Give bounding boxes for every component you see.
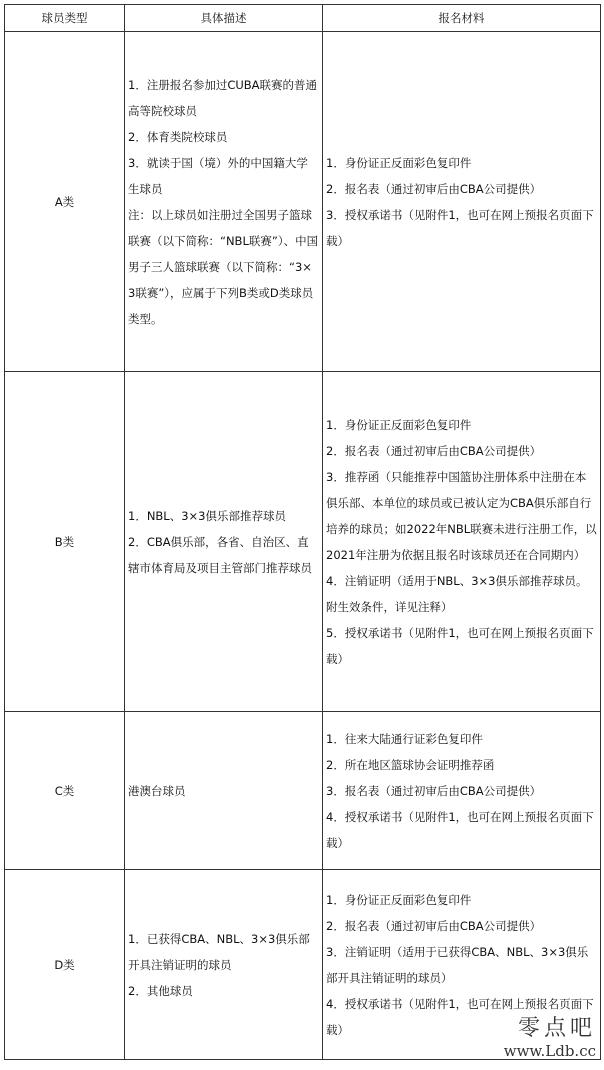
- table-row: [5, 372, 601, 712]
- materials-cell-line: 1．身份证正反面彩色复印件: [326, 155, 472, 170]
- description-cell-line: 港澳台球员: [128, 783, 186, 798]
- materials-cell-line: 3．授权承诺书（见附件1，也可在网上预报名页面下载）: [326, 207, 594, 248]
- player-type-cell: B类: [5, 372, 125, 712]
- table-header-row: [5, 5, 601, 32]
- description-cell-line: 2．其他球员: [128, 983, 193, 998]
- description-cell-line: 1．已获得CBA、NBL、3×3俱乐部开具注销证明的球员: [128, 931, 310, 972]
- materials-cell-line: 4．授权承诺书（见附件1，也可在网上预报名页面下载）: [326, 996, 594, 1037]
- materials-cell-line: 3．注销证明（适用于已获得CBA、NBL、3×3俱乐部开具注销证明的球员）: [326, 944, 589, 985]
- materials-cell: [323, 712, 601, 870]
- materials-cell-line: 2．报名表（通过初审后由CBA公司提供）: [326, 181, 542, 196]
- materials-cell-line: 1．往来大陆通行证彩色复印件: [326, 731, 483, 746]
- description-cell: [125, 870, 323, 1060]
- materials-cell-line: 5．授权承诺书（见附件1，也可在网上预报名页面下载）: [326, 625, 594, 666]
- description-cell-line: 1．NBL、3×3俱乐部推荐球员: [128, 508, 286, 523]
- materials-cell-line: 4．注销证明（适用于NBL、3×3俱乐部推荐球员。附生效条件，详见注释）: [326, 573, 588, 614]
- materials-cell-line: 2．所在地区篮球协会证明推荐函: [326, 757, 495, 772]
- table-row: [5, 870, 601, 1060]
- description-cell-line: 注：以上球员如注册过全国男子篮球联赛（以下简称：“NBL联赛”）、中国男子三人篮球联赛（以下简称：“3×3联赛”），应属于下列B类或D类球员类型。: [128, 207, 319, 326]
- player-type-cell: A类: [5, 32, 125, 372]
- materials-cell-line: 1．身份证正反面彩色复印件: [326, 892, 472, 907]
- header-materials: 报名材料: [323, 5, 601, 32]
- player-registration-table: [4, 4, 601, 1060]
- materials-cell-line: 1．身份证正反面彩色复印件: [326, 417, 472, 432]
- description-cell-line: 3．就读于国（境）外的中国籍大学生球员: [128, 155, 308, 196]
- table-row: [5, 712, 601, 870]
- description-cell-line: 2．体育类院校球员: [128, 129, 228, 144]
- description-cell-line: 1．注册报名参加过CUBA联赛的普通高等院校球员: [128, 77, 318, 118]
- materials-cell-line: 3．推荐函（只能推荐中国篮协注册体系中注册在本俱乐部、本单位的球员或已被认定为CBA俱乐部自行培养的球员；如2022年NBL联赛未进行注册工作，以2021年注册为依据且报名时该球员还在合同期内）: [326, 469, 597, 562]
- header-player-type: 球员类型: [5, 5, 125, 32]
- table-row: [5, 32, 601, 372]
- player-type-cell: C类: [5, 712, 125, 870]
- materials-cell-line: 2．报名表（通过初审后由CBA公司提供）: [326, 918, 542, 933]
- watermark-name: 零点吧: [517, 1016, 596, 1041]
- materials-cell-line: 2．报名表（通过初审后由CBA公司提供）: [326, 443, 542, 458]
- materials-cell: [323, 32, 601, 372]
- header-description: 具体描述: [125, 5, 323, 32]
- materials-cell-line: 4．授权承诺书（见附件1，也可在网上预报名页面下载）: [326, 809, 594, 850]
- materials-cell-line: 3．报名表（通过初审后由CBA公司提供）: [326, 783, 542, 798]
- materials-cell: [323, 372, 601, 712]
- description-cell-line: 2．CBA俱乐部，各省、自治区、直辖市体育局及项目主管部门推荐球员: [128, 534, 312, 575]
- watermark-url: www.Ldb.cc: [503, 1042, 596, 1060]
- description-cell: [125, 32, 323, 372]
- player-type-cell: D类: [5, 870, 125, 1060]
- description-cell: [125, 712, 323, 870]
- materials-cell: [323, 870, 601, 1060]
- description-cell: [125, 372, 323, 712]
